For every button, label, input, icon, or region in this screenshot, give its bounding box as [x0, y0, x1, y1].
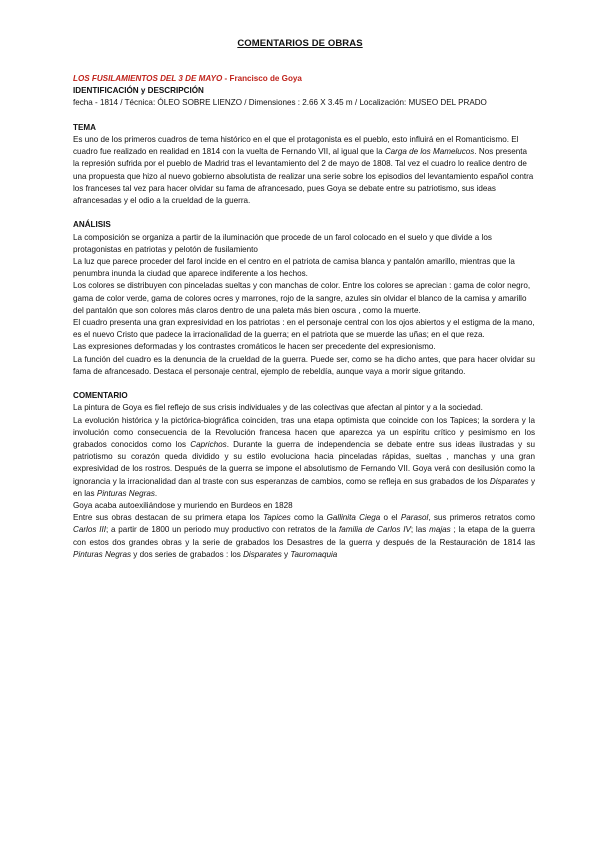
- comentario-text: como la: [290, 513, 327, 523]
- work-painter: - Francisco de Goya: [222, 74, 302, 83]
- comentario-text: .: [154, 488, 158, 498]
- comentario-text: Entre sus obras destacan de su primera etapa los: [73, 513, 264, 523]
- comentario-text: ; las: [410, 525, 430, 535]
- comentario-paragraph-3: Goya acaba autoexiliándose y muriendo en Burdeos en 1828: [73, 501, 293, 511]
- comentario-paragraph-2: [73, 415, 535, 500]
- comentario-italic-work: Gallinita Ciega: [326, 513, 381, 523]
- work-name: LOS FUSILAMIENTOS DEL 3 DE MAYO: [73, 74, 223, 83]
- analisis-paragraph-5: Las expresiones deformadas y los contrastes cromáticos le hacen ser precedente del expresionismo.: [73, 342, 436, 352]
- comentario-italic-work: Tauromaquia: [290, 549, 338, 559]
- comentario-italic-work: Disparates: [243, 549, 282, 559]
- comentario-italic-work: Pinturas Negras: [96, 488, 155, 498]
- identificacion-line: fecha - 1814 / Técnica: ÓLEO SOBRE LIENZO / Dimensiones : 2.66 X 3.45 m / Localización: MUSEO DEL PRADO: [73, 98, 487, 108]
- comentario-italic-work: Parasol: [400, 513, 429, 523]
- comentario-italic-work: majas: [429, 525, 451, 535]
- analisis-paragraph-1: La composición se organiza a partir de la iluminación que procede de un farol colocado en el suelo y que divide a los protagonistas en patriotas y pelotón de fusilamiento: [73, 232, 492, 254]
- comentario-text: ; a partir de 1800 un periodo muy productivo con retratos de la: [105, 525, 340, 535]
- comentario-text: o el: [380, 513, 401, 523]
- analisis-paragraph-6: La función del cuadro es la denuncia de la crueldad de la guerra. Puede ser, como se ha dicho antes, que para hacer olvidar su fama de afrancesado. Destaca el personaje central, ejemplo de rebeldía, aunque vaya a morir sigue gritando.: [73, 354, 535, 376]
- comentario-text: La evolución histórica y la pictórica-biográfica coinciden, tras una etapa optimista que coincide con los Tapices; la sordera y la involución como consecuencia de la Revolución francesa hacen que aparezca ya un espíritu crítico y pesimismo en los grabados conocidos como los: [73, 415, 535, 450]
- comentario-text: y en las: [73, 476, 535, 498]
- analisis-heading: ANÁLISIS: [73, 220, 111, 230]
- comentario-text: y dos series de grabados : los: [131, 549, 244, 559]
- comentario-italic-work: Carlos III: [73, 525, 106, 535]
- tema-text-1: Es uno de los primeros cuadros de tema histórico en el que el protagonista es el pueblo, esto influirá en el Romanticismo. El cuadro fue realizado en realidad en 1814 con la vuelta de Fernando VII, al igual que la: [73, 135, 519, 157]
- tema-text-2: . Nos presenta la represión sufrida por el pueblo de Madrid tras el levantamiento del 2 de mayo de 1808. Tal vez el cuadro lo realice dentro de una propuesta que hizo al nuevo gobierno absolutista de realizar una serie sobre los episodios del levantamiento español contra los franceses tal vez para hacer olvidar su fama de afrancesado, pues Goya se debate entre su patriotismo, sus ideas afrancesadas y el odio a la crueldad de la guerra.: [73, 147, 534, 206]
- analisis-paragraph-3: Los colores se distribuyen con pinceladas sueltas y con manchas de color. Entre los colores se aprecian : gama de color negro, gama de color verde, gama de colores ocres y marrones, rojo de la sangre, azules sin olvidar el blanco de la camisa y amarillo del pantalón que son colores más claros dentro de una paleta más bien oscura , como la muerte.: [73, 281, 531, 315]
- tema-italic-work: Carga de los Mamelucos: [384, 147, 475, 157]
- comentario-text: , sus primeros retratos como: [428, 513, 535, 523]
- comentario-heading: COMENTARIO: [73, 391, 128, 401]
- identificacion-heading: IDENTIFICACIÓN y DESCRIPCIÓN: [73, 86, 204, 96]
- comentario-text: ; la etapa de la guerra con estos dos grandes obras y la serie de grabados los Desastres de la guerra y después de la Restauración de 1814 las: [73, 525, 535, 547]
- comentario-text: . Durante la guerra de independencia se debate entre sus ideas ilustradas y su patriotismo su corazón queda dividido y su estilo evoluciona hacia pinceladas rápidas, sueltas , manchas y una gran expresividad de los rostros. Después de la guerra se impone el absolutismo de Fernando VII. Goya verá con desilusión como la ignorancia y la irracionalidad dan al traste con sus esperanzas de cambios, como se refleja en sus grabados de los: [73, 440, 535, 486]
- analisis-paragraph-4: El cuadro presenta una gran expresividad en los patriotas : en el personaje central con los ojos abiertos y el estigma de la mano, es el nuevo Cristo que padece la irracionalidad de la guerra; en el patriota que se muerde las uñas; en el que reza.: [73, 318, 535, 340]
- comentario-paragraph-4: [73, 512, 535, 561]
- tema-paragraph: [73, 134, 535, 207]
- document-title: COMENTARIOS DE OBRAS: [237, 38, 363, 49]
- comentario-italic-work: Disparates: [489, 476, 529, 486]
- comentario-italic-work: Pinturas Negras: [73, 549, 132, 559]
- analisis-paragraph-2: La luz que parece proceder del farol incide en el centro en el patriota de camisa blanca y pantalón amarillo, mientras que la penumbra inunda la ciudad que aparece indiferente a los hechos.: [73, 257, 515, 279]
- comentario-text: y: [281, 549, 291, 559]
- tema-heading: TEMA: [73, 122, 96, 132]
- comentario-italic-work: familia de Carlos IV: [339, 525, 411, 535]
- comentario-paragraph-1: La pintura de Goya es fiel reflejo de sus crisis individuales y de las colectivas que afectan al pintor y a la sociedad.: [73, 403, 483, 413]
- comentario-italic-work: Caprichos: [190, 440, 227, 450]
- comentario-italic-work: Tapices: [263, 513, 291, 523]
- work-title: [73, 73, 535, 85]
- document-body: [73, 73, 535, 561]
